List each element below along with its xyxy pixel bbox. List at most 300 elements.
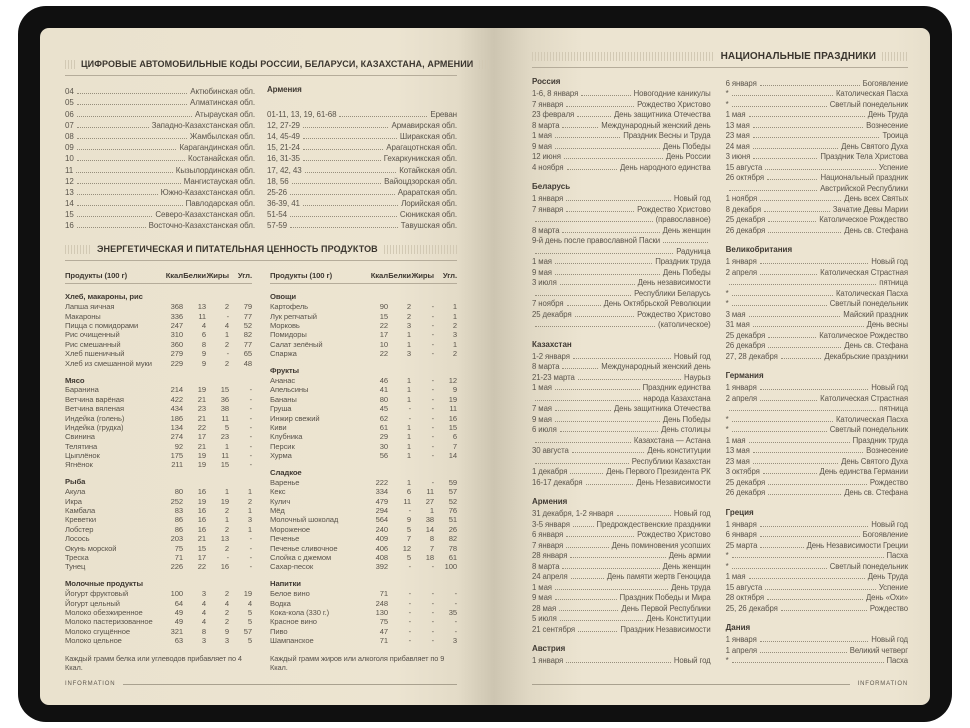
fat-value: - — [431, 311, 434, 321]
food-row — [270, 432, 457, 441]
leader-dots — [781, 610, 867, 611]
fat-value: - — [431, 330, 434, 340]
entry-left: 07 — [65, 120, 74, 130]
leader-dots — [760, 389, 869, 390]
leader-dots — [535, 253, 673, 254]
entry-right: Рождество Христово — [637, 204, 711, 214]
entry-left: 1 января — [532, 656, 564, 665]
entry-right: Католическое Рождество — [819, 215, 908, 224]
protein-value: 4 — [201, 598, 206, 608]
holiday-row — [532, 109, 711, 120]
left-page — [65, 28, 474, 705]
nutrition-section-title: ЭНЕРГЕТИЧЕСКАЯ И ПИТАТЕЛЬНАЯ ЦЕННОСТЬ ПРОДУКТОВ — [97, 244, 378, 255]
protein-value: 11 — [403, 496, 411, 506]
entry-right: День конституции — [647, 446, 711, 455]
leader-dots — [575, 316, 635, 317]
holiday-row — [532, 655, 711, 666]
holiday-row — [532, 382, 711, 393]
product-name: Макароны — [65, 311, 101, 321]
holiday-row — [532, 98, 711, 109]
entry-left: 7 января — [532, 204, 564, 214]
codes-section-header — [65, 58, 474, 70]
carbs-value: 2 — [452, 321, 457, 330]
food-group-heading: Сладкое — [270, 468, 302, 478]
hatch-decoration — [532, 52, 715, 61]
holidays-section-header — [532, 50, 908, 62]
protein-value: 9 — [406, 515, 411, 525]
entry-left: 15 августа — [725, 162, 763, 172]
entry-right: Успение — [878, 162, 908, 172]
leader-dots — [749, 578, 865, 579]
code-row — [65, 119, 255, 130]
holiday-row — [726, 434, 908, 445]
holiday-row — [532, 445, 711, 456]
kcal-value: 274 — [170, 432, 183, 442]
product-name: Молоко цельное — [65, 636, 122, 646]
carbs-value: 3 — [452, 330, 457, 340]
entry-right: Католическая Страстная — [820, 393, 908, 403]
leader-dots — [560, 431, 658, 432]
fat-value: 4 — [224, 321, 229, 330]
leader-dots — [555, 148, 660, 149]
entry-right: Светлый понедельник — [829, 299, 908, 308]
fat-value: 15 — [220, 385, 229, 395]
protein-value: 1 — [406, 432, 411, 442]
food-row — [270, 441, 457, 450]
protein-value: - — [408, 636, 411, 646]
entry-right: Атырауская обл. — [194, 109, 255, 119]
column-headers — [65, 271, 252, 284]
holiday-row — [532, 193, 711, 204]
kcal-value: 226 — [170, 562, 183, 572]
product-name: Слойка с джемом — [270, 552, 332, 562]
protein-value: - — [408, 617, 411, 627]
entry-right: День св. Стефана — [844, 488, 908, 497]
entry-right: Богоявление — [862, 530, 908, 539]
nutrition-rows-left — [65, 292, 252, 645]
footnote-left: Каждый грамм белка или углеводов прибавляет по 4 Ккал. — [65, 654, 242, 673]
entry-right: Троица — [882, 131, 908, 140]
holiday-row — [726, 340, 908, 351]
product-name: Камбала — [65, 506, 96, 516]
holidays-section-title: НАЦИОНАЛЬНЫЕ ПРАЗДНИКИ — [720, 50, 876, 62]
carbs-value: - — [249, 460, 252, 470]
holiday-row — [726, 487, 908, 498]
food-row — [65, 423, 252, 432]
protein-value: 3 — [406, 321, 411, 330]
holiday-row — [532, 592, 711, 603]
entry-left: 23 февраля — [532, 110, 575, 119]
kcal-value: 564 — [375, 515, 388, 525]
auto-codes-table — [65, 85, 457, 230]
entry-left: 9 мая — [532, 593, 552, 602]
entry-right: День столицы — [661, 425, 711, 434]
entry-right: Праздник единства — [642, 383, 711, 392]
holiday-row — [726, 214, 908, 225]
entry-left: 31 мая — [725, 320, 750, 329]
entry-right: День Первого Президента РК — [606, 467, 711, 476]
entry-right: Армавирская обл. — [391, 120, 457, 130]
food-row — [270, 543, 457, 552]
fat-value: 1 — [224, 441, 229, 451]
entry-left: 12 — [65, 176, 74, 186]
entry-left: 6 июля — [532, 425, 557, 434]
leader-dots — [555, 599, 617, 600]
kcal-value: 22 — [379, 349, 388, 359]
entry-right: День Независимости Греции — [806, 540, 908, 550]
carbs-value: 4 — [247, 598, 252, 608]
leader-dots — [753, 158, 817, 159]
entry-left: 7 января — [532, 99, 564, 109]
code-row — [267, 208, 457, 219]
kcal-value: 294 — [375, 506, 388, 516]
food-row — [270, 477, 457, 486]
fat-value: - — [431, 349, 434, 359]
product-name: Тунец — [65, 562, 86, 572]
food-row — [270, 394, 457, 403]
holiday-row — [726, 424, 908, 435]
country-heading: Великобритания — [725, 245, 793, 254]
hatch-decoration — [65, 60, 75, 69]
protein-value: 21 — [197, 394, 206, 404]
entry-right: День армии — [668, 551, 711, 560]
leader-dots — [562, 368, 598, 369]
footer-label: INFORMATION — [857, 681, 908, 687]
kcal-value: 186 — [170, 413, 183, 423]
holiday-row — [532, 571, 711, 582]
leader-dots — [729, 190, 817, 191]
leader-dots — [566, 106, 634, 107]
kcal-value: 392 — [375, 562, 388, 572]
entry-left: 13 — [65, 187, 74, 197]
entry-right: Лорийская обл. — [401, 199, 457, 209]
carbs-value: - — [249, 441, 252, 451]
entry-left: * — [725, 414, 729, 424]
country-heading: Армения — [532, 497, 568, 506]
protein-value: 16 — [197, 524, 206, 534]
leader-dots — [578, 631, 617, 632]
leader-dots — [732, 421, 833, 422]
protein-value: 2 — [406, 302, 411, 312]
protein-value: 1 — [406, 394, 411, 404]
holiday-row — [726, 119, 908, 130]
holiday-row — [532, 539, 711, 550]
kcal-value: 10 — [379, 339, 388, 349]
fat-value: 2 — [224, 617, 229, 627]
holiday-row — [532, 434, 711, 445]
auto-codes-column-armenia — [267, 85, 457, 230]
leader-dots — [753, 127, 863, 128]
food-group-heading: Мясо — [65, 375, 85, 385]
fat-value: - — [431, 302, 434, 312]
protein-value: - — [408, 562, 411, 572]
entry-left: 57-59 — [267, 221, 287, 231]
product-name: Инжир свежий — [270, 413, 320, 423]
kcal-value: 62 — [379, 413, 388, 423]
protein-value: 16 — [197, 506, 206, 516]
entry-left: 13 мая — [725, 446, 750, 455]
entry-right: Новый год — [673, 656, 711, 665]
carbs-value: - — [249, 394, 252, 404]
food-row — [270, 598, 457, 607]
code-row — [267, 119, 457, 130]
entry-left: 28 октября — [725, 593, 764, 602]
product-name: Молоко сгущённое — [65, 626, 131, 636]
entry-left: 13 мая — [725, 120, 750, 130]
food-row — [65, 404, 252, 413]
protein-value: 4 — [201, 617, 206, 627]
leader-dots — [303, 138, 397, 139]
leader-dots — [570, 473, 603, 474]
carbs-value: 77 — [243, 339, 252, 349]
product-name: Молочный шоколад — [270, 515, 339, 525]
holiday-row — [726, 382, 908, 393]
entry-left: 24 апреля — [532, 572, 568, 581]
product-name: Рис очищенный — [65, 330, 120, 340]
carbs-value: 12 — [448, 375, 457, 385]
product-name: Апельсины — [270, 385, 309, 395]
entry-right: Праздник труда — [655, 257, 711, 266]
entry-left: 25 марта — [725, 540, 758, 550]
protein-value: - — [408, 626, 411, 636]
holidays-table — [532, 77, 908, 665]
entry-right: Ереван — [430, 109, 457, 119]
leader-dots — [77, 104, 187, 105]
leader-dots — [572, 452, 645, 453]
holiday-row — [726, 571, 908, 582]
entry-right: Сюникская обл. — [399, 210, 457, 220]
leader-dots — [732, 106, 827, 107]
leader-dots — [303, 160, 381, 161]
food-row — [65, 487, 252, 496]
kcal-value: 15 — [379, 311, 388, 321]
leader-dots — [77, 116, 192, 117]
leader-dots — [555, 137, 620, 138]
protein-value: 23 — [197, 404, 206, 414]
fat-value: 36 — [220, 394, 229, 404]
fat-value: 2 — [224, 589, 229, 599]
food-row — [270, 487, 457, 496]
protein-value: 6 — [406, 487, 411, 497]
entry-right: Праздник труда — [852, 435, 908, 445]
entry-right: Араратская обл. — [397, 187, 457, 197]
entry-right: Католическое Рождество — [819, 330, 908, 340]
carbs-value: 77 — [243, 311, 252, 321]
entry-left: * — [725, 425, 729, 434]
entry-left: 3-5 января — [532, 519, 570, 529]
holiday-row — [532, 308, 711, 319]
leader-dots — [339, 116, 427, 117]
entry-left: 1 мая — [532, 131, 552, 140]
carbs-value: 3 — [247, 515, 252, 525]
entry-right: Вознесение — [866, 120, 908, 130]
leader-dots — [76, 172, 173, 173]
food-row — [65, 302, 252, 311]
holiday-row — [532, 518, 711, 529]
product-name: Баранина — [65, 385, 99, 395]
code-row — [65, 152, 255, 163]
entry-left: 26 октября — [725, 173, 764, 182]
leader-dots — [535, 221, 653, 222]
entry-left: 1-2 января — [532, 351, 570, 361]
spacer — [267, 96, 457, 107]
product-name: Кекс — [270, 487, 286, 497]
carbs-value: - — [249, 432, 252, 442]
holiday-row — [726, 550, 908, 561]
entry-right: Рождество Христово — [637, 99, 711, 109]
kcal-value: 83 — [174, 506, 183, 516]
holiday-row — [532, 245, 711, 256]
protein-value: 1 — [406, 339, 411, 349]
product-name: Морковь — [270, 321, 300, 330]
kcal-value: 134 — [170, 422, 183, 432]
entry-left: 09 — [65, 143, 74, 153]
nutrition-table — [65, 271, 457, 672]
carbs-value: - — [249, 422, 252, 432]
entry-right: народа Казахстана — [643, 393, 711, 403]
leader-dots — [77, 93, 188, 94]
holiday-row — [726, 266, 908, 277]
entry-left: 04 — [65, 87, 74, 97]
carbs-value: 15 — [448, 422, 457, 432]
fat-value: - — [431, 636, 434, 646]
product-name: Варенье — [270, 477, 300, 487]
entry-left: 23 мая — [725, 131, 750, 140]
leader-dots — [732, 662, 884, 663]
product-name: Свинина — [65, 432, 95, 442]
entry-right: Вайоцдзорская обл. — [384, 176, 457, 186]
food-row — [65, 562, 252, 571]
holiday-row — [532, 224, 711, 235]
kcal-value: 71 — [174, 552, 183, 562]
entry-left: * — [725, 99, 729, 109]
holiday-row — [726, 298, 908, 309]
protein-value: 21 — [197, 441, 206, 451]
food-row — [65, 534, 252, 543]
entry-left: 25 декабря — [532, 309, 572, 319]
kcal-value: 334 — [375, 487, 388, 497]
fat-value: 23 — [220, 432, 229, 442]
entry-left: 1 мая — [532, 257, 552, 266]
holiday-row — [726, 655, 908, 666]
entry-right: Предрождественские праздники — [596, 519, 711, 529]
protein-value: 5 — [406, 524, 411, 534]
col-header-kcal: Ккал — [165, 271, 183, 281]
fat-value: - — [431, 394, 434, 404]
leader-dots — [763, 473, 817, 474]
fat-value: - — [431, 375, 434, 385]
protein-value: 19 — [197, 451, 206, 461]
holiday-row — [532, 151, 711, 162]
entry-left: 8 марта — [532, 225, 560, 235]
divider-line — [65, 260, 457, 261]
carbs-value: 61 — [448, 552, 457, 562]
kcal-value: 64 — [174, 598, 183, 608]
food-row — [65, 598, 252, 607]
leader-dots — [77, 127, 149, 128]
entry-right: День защитника Отечества — [613, 110, 711, 119]
product-name: Икра — [65, 496, 82, 506]
code-row — [267, 141, 457, 152]
code-row — [65, 219, 255, 230]
entry-left: 9 мая — [532, 141, 552, 151]
entry-right: Радуница — [676, 246, 711, 256]
code-row — [267, 219, 457, 230]
food-row — [270, 339, 457, 348]
protein-value: - — [408, 404, 411, 414]
product-name: Лобстер — [65, 524, 94, 534]
product-name: Цыплёнок — [65, 451, 100, 461]
holiday-row — [726, 193, 908, 204]
protein-value: 1 — [406, 385, 411, 395]
code-row — [65, 141, 255, 152]
holiday-row — [532, 214, 711, 225]
entry-left: 3 октября — [725, 467, 760, 476]
fat-value: - — [431, 432, 434, 442]
holiday-row — [532, 560, 711, 571]
food-row — [270, 413, 457, 422]
carbs-value: 9 — [452, 385, 457, 395]
protein-value: 3 — [406, 349, 411, 359]
entry-right: Рождество Христово — [637, 309, 711, 319]
product-name: Мёд — [270, 506, 285, 516]
entry-left: 5 июля — [532, 614, 557, 623]
entry-right: День св. Стефана — [844, 341, 908, 350]
leader-dots — [753, 137, 880, 138]
country-heading: Беларусь — [532, 182, 571, 191]
carbs-value: 7 — [452, 441, 457, 451]
kcal-value: 86 — [174, 524, 183, 534]
food-row — [270, 617, 457, 626]
leader-dots — [760, 85, 860, 86]
right-page-footer — [532, 681, 908, 687]
leader-dots — [566, 200, 671, 201]
protein-value: 3 — [201, 589, 206, 599]
kcal-value: 211 — [171, 460, 183, 470]
food-row — [65, 617, 252, 626]
product-name: Лапша яичная — [65, 302, 115, 312]
entry-left: 18, 56 — [267, 176, 289, 186]
protein-value: 8 — [201, 626, 206, 636]
carbs-value: 14 — [448, 451, 457, 461]
code-row — [65, 107, 255, 118]
carbs-value: 16 — [448, 413, 457, 423]
entry-left: 1 января — [725, 635, 757, 644]
carbs-value: 26 — [448, 524, 457, 534]
carbs-value: - — [454, 589, 457, 599]
food-row — [270, 385, 457, 394]
fat-value: - — [431, 589, 434, 599]
carbs-value: 11 — [449, 404, 457, 414]
code-row — [65, 197, 255, 208]
entry-left: 16, 31-35 — [267, 154, 300, 164]
food-row — [270, 451, 457, 460]
entry-right: Великий четверг — [849, 645, 908, 655]
fat-value: - — [431, 385, 434, 395]
entry-right: (католическое) — [658, 320, 711, 329]
leader-dots — [555, 410, 611, 411]
holiday-row — [532, 623, 711, 634]
entry-left: * — [725, 89, 729, 98]
entry-left: 6 января — [725, 78, 757, 88]
holiday-row — [532, 424, 711, 435]
carbs-value: - — [454, 617, 457, 627]
food-row — [270, 330, 457, 339]
carbs-value: 2 — [247, 496, 252, 506]
food-group-heading: Овощи — [270, 292, 297, 302]
fat-value: - — [226, 349, 229, 359]
product-name: Мороженое — [270, 524, 311, 534]
